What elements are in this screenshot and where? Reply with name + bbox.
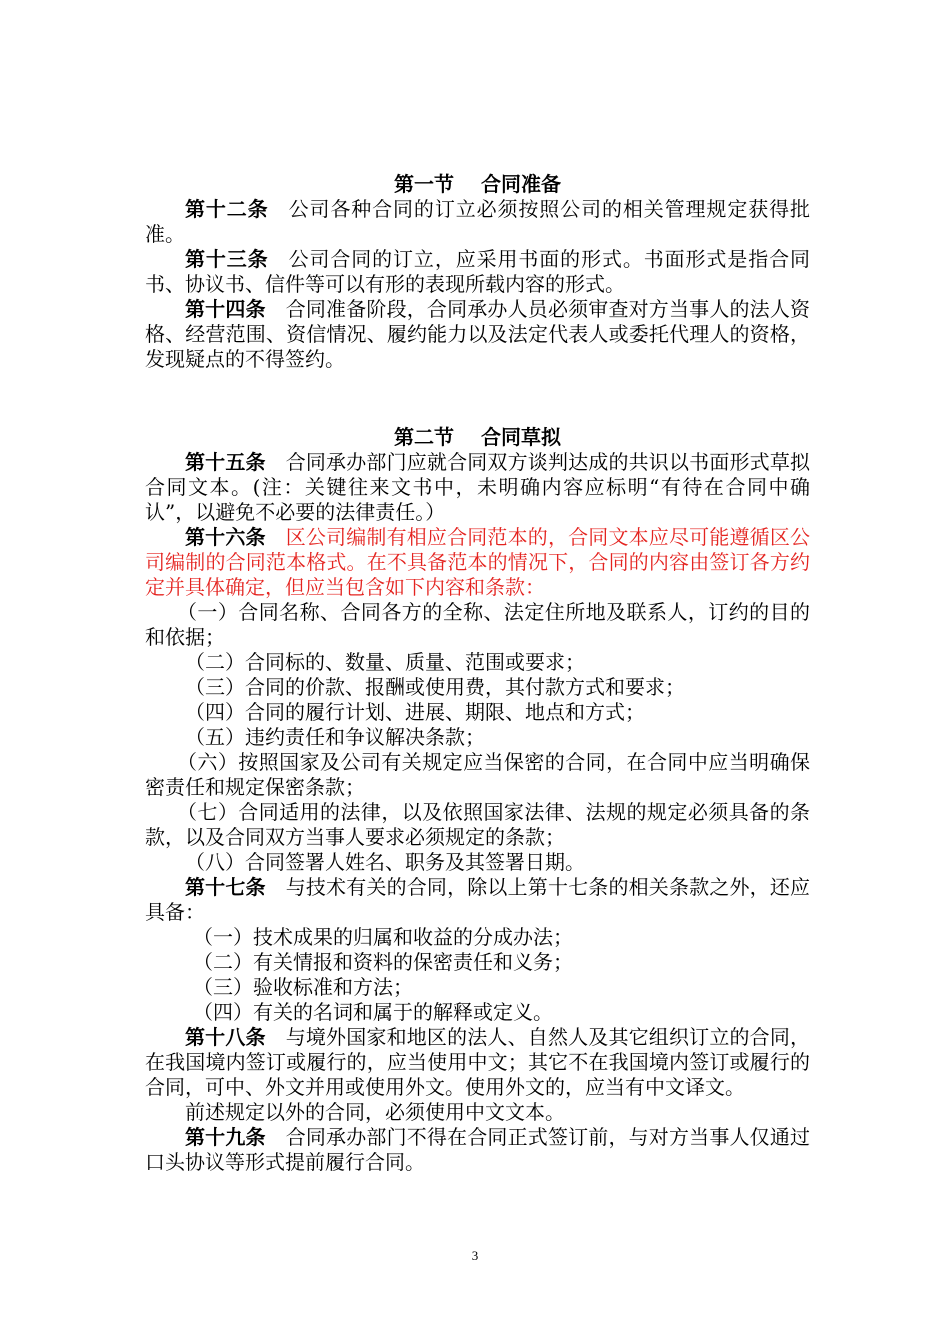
article-13 xyxy=(145,247,810,297)
list-item: （二）有关情报和资料的保密责任和义务； xyxy=(193,950,573,974)
article-text: 合同准备阶段，合同承办人员必须审查对方当事人的法人资格、经营范围、资信情况、履约能力以及法定代表人或委托代理人的资格，发现疑点的不得签约。 xyxy=(145,297,811,371)
article-label: 第十三条 xyxy=(185,247,269,271)
article-16 xyxy=(145,525,810,600)
article-label: 第十七条 xyxy=(185,875,266,899)
article-text: 合同承办部门不得在合同正式签订前，与对方当事人仅通过口头协议等形式提前履行合同。 xyxy=(145,1125,811,1174)
list-item: （四）有关的名词和属于的解释或定义。 xyxy=(193,1000,553,1024)
article-text: 与境外国家和地区的法人、自然人及其它组织订立的合同，在我国境内签订或履行的，应当使用中文；其它不在我国境内签订或履行的合同，可中、外文并用或使用外文。使用外文的，应当有中文译文。 xyxy=(145,1025,811,1099)
article-label: 第十九条 xyxy=(185,1125,266,1149)
article-18 xyxy=(145,1025,810,1100)
section-spacer xyxy=(145,372,810,425)
article-text: 合同承办部门应就合同双方谈判达成的共识以书面形式草拟合同文本。(注：关键往来文书中，未明确内容应标明“有待在合同中确认”，以避免不必要的法律责任。） xyxy=(145,450,811,524)
article-label: 第十二条 xyxy=(185,197,269,221)
article-17 xyxy=(145,875,810,925)
article-19 xyxy=(145,1125,810,1175)
list-item: （八）合同签署人姓名、职务及其签署日期。 xyxy=(185,850,585,874)
article-12 xyxy=(145,197,810,247)
article-18-note: 前述规定以外的合同，必须使用中文文本。 xyxy=(185,1100,565,1124)
list-item: （七）合同适用的法律，以及依照国家法律、法规的规定必须具备的条款，以及合同双方当事人要求必须规定的条款； xyxy=(145,800,810,849)
list-item: （三）合同的价款、报酬或使用费，其付款方式和要求； xyxy=(185,675,685,699)
article-text: 公司各种合同的订立必须按照公司的相关管理规定获得批准。 xyxy=(145,197,811,246)
list-item: （二）合同标的、数量、质量、范围或要求； xyxy=(185,650,585,674)
article-label: 第十八条 xyxy=(185,1025,266,1049)
list-item: （六）按照国家及公司有关规定应当保密的合同，在合同中应当明确保密责任和规定保密条款； xyxy=(145,750,810,799)
page-number: 3 xyxy=(471,1248,479,1263)
article-text: 公司合同的订立，应采用书面的形式。书面形式是指合同书、协议书、信件等可以有形的表现所载内容的形式。 xyxy=(145,247,811,296)
document-body xyxy=(145,172,810,1175)
list-item: （五）违约责任和争议解决条款； xyxy=(185,725,485,749)
list-item: （四）合同的履行计划、进展、期限、地点和方式； xyxy=(185,700,645,724)
article-label: 第十六条 xyxy=(185,525,266,549)
article-label: 第十五条 xyxy=(185,450,266,474)
section-title: 第二节 合同草拟 xyxy=(394,425,561,449)
list-item: （三）验收标准和方法； xyxy=(193,975,413,999)
list-item: （一）合同名称、合同各方的全称、法定住所地及联系人，订约的目的和依据； xyxy=(145,600,810,649)
article-text: 与技术有关的合同，除以上第十七条的相关条款之外，还应具备： xyxy=(145,875,811,924)
article-label: 第十四条 xyxy=(185,297,266,321)
article-14 xyxy=(145,297,810,372)
article-15 xyxy=(145,450,810,525)
section-title: 第一节 合同准备 xyxy=(394,172,561,196)
list-item: （一）技术成果的归属和收益的分成办法； xyxy=(193,925,573,949)
highlighted-article-text: 区公司编制有相应合同范本的，合同文本应尽可能遵循区公司编制的合同范本格式。在不具备范本的情况下，合同的内容由签订各方约定并具体确定，但应当包含如下内容和条款： xyxy=(145,525,811,599)
